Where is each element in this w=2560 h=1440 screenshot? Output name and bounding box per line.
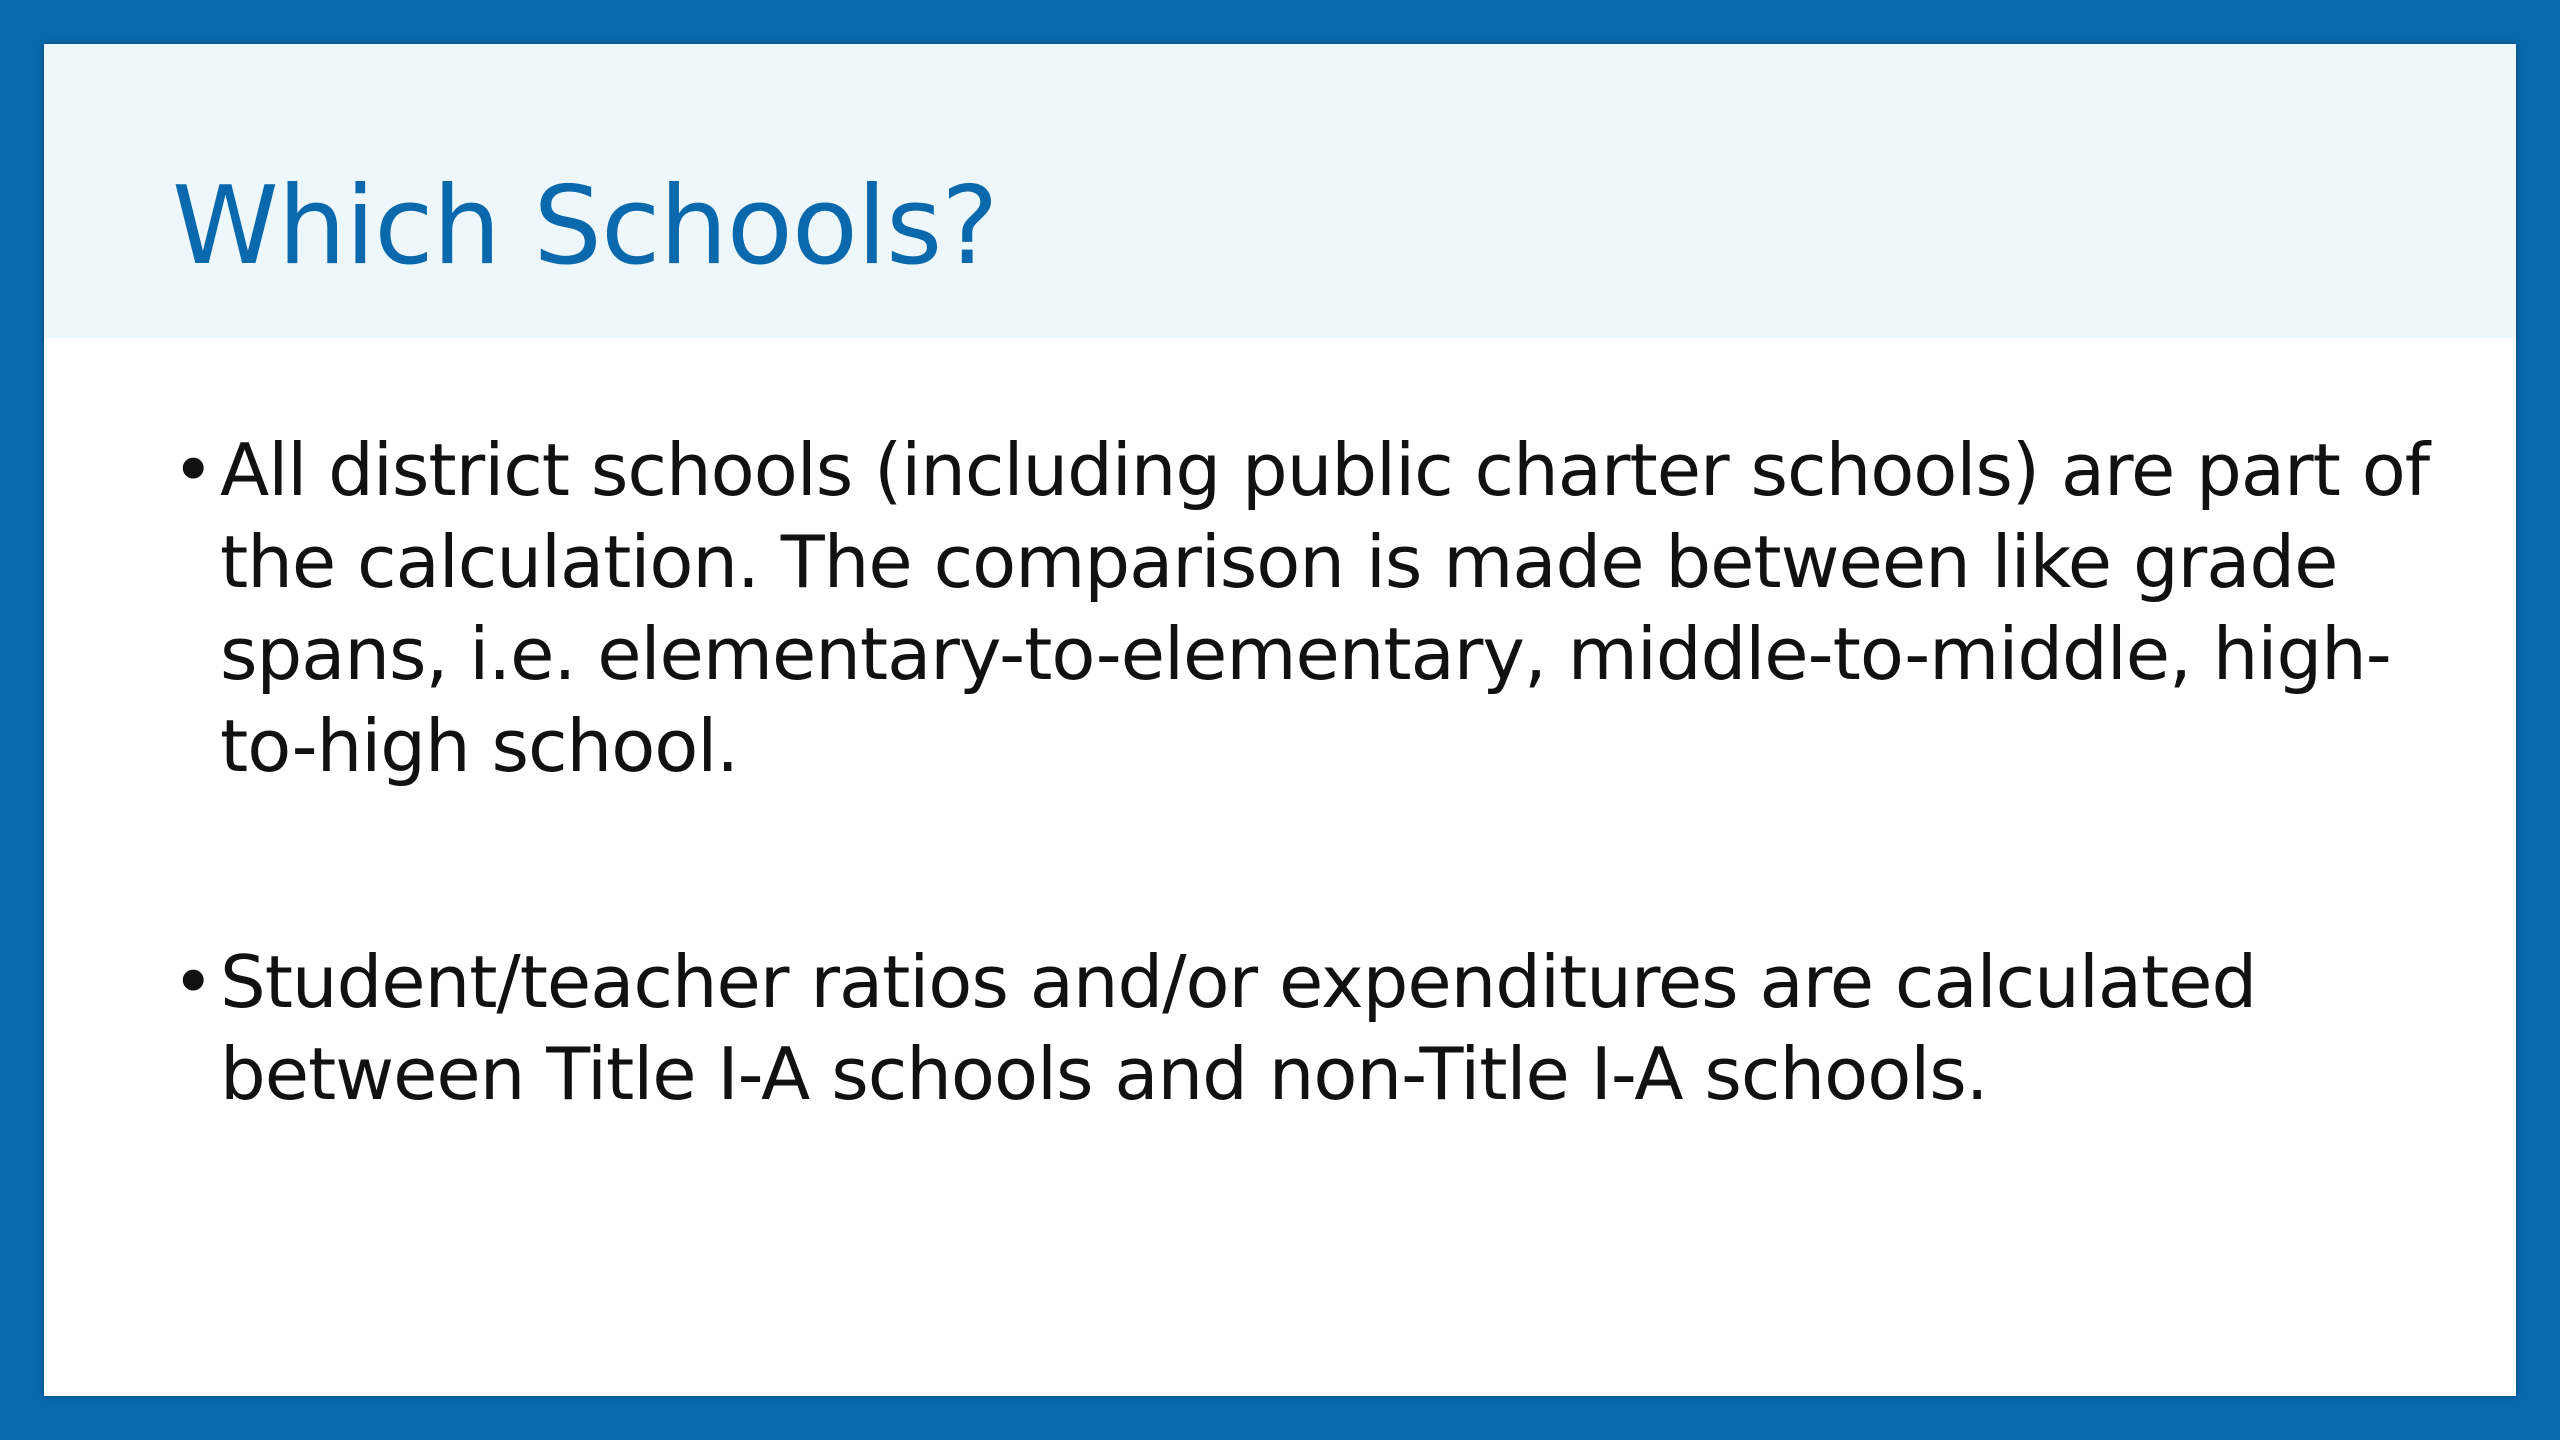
bullet-marker: • (172, 940, 214, 1024)
bullet-item (172, 424, 2452, 792)
bullet-marker: • (172, 428, 214, 512)
bullet-item (172, 936, 2452, 1120)
bullet-text: All district schools (including public charter schools) are part of the calculation. The comparison is made between like grade spans, i.e. elementary-to-elementary, middle-to-middle, high-to-high school. (220, 428, 2430, 788)
bullet-text: Student/teacher ratios and/or expenditures are calculated between Title I-A schools and non-Title I-A schools. (220, 940, 2257, 1116)
slide-title: Which Schools? (172, 164, 998, 289)
bullet-list (172, 424, 2452, 1120)
slide (44, 44, 2516, 1396)
title-band (44, 44, 2516, 338)
